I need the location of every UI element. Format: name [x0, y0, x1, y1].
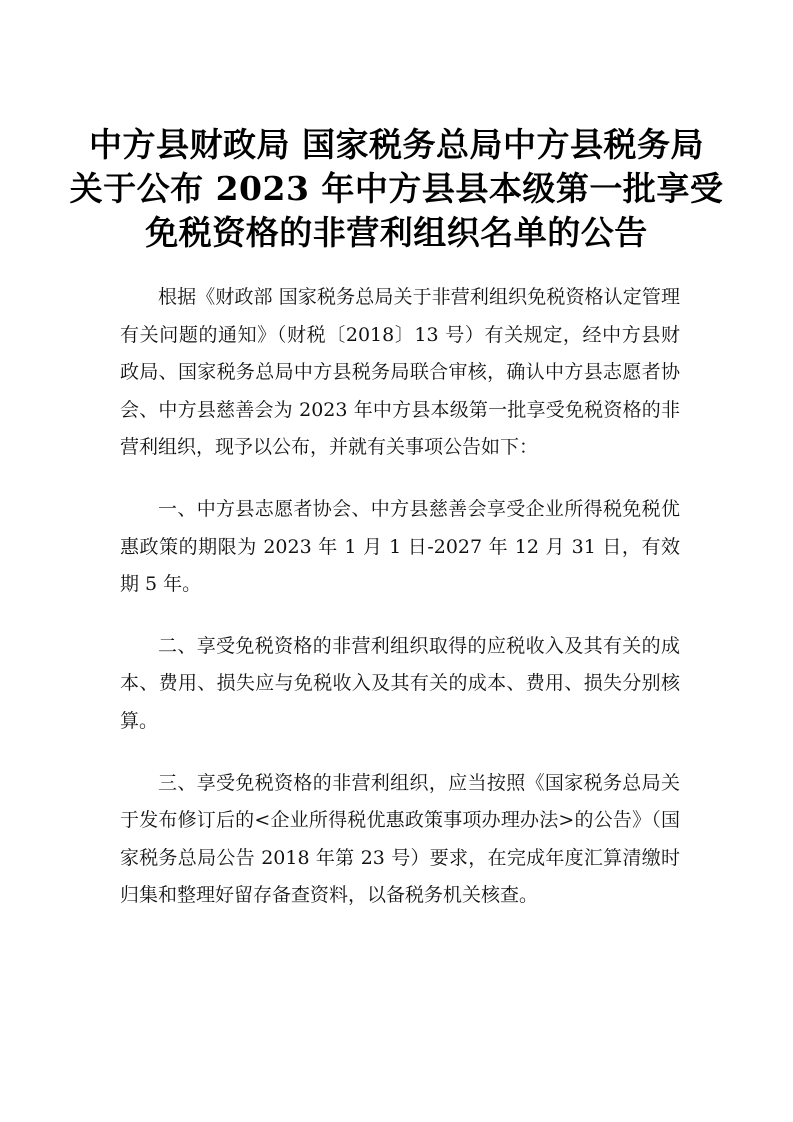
document-title — [0, 123, 793, 255]
item-3-paragraph: 三、享受免税资格的非营利组织，应当按照《国家税务总局关于发布修订后的<企业所得税优惠政策事项办理办法>的公告》（国家税务总局公告 2018 年第 23 号）要求，在完成年度汇算清缴时归集和整理好留存备查资料，以备税务机关核查。 — [120, 771, 680, 907]
title-line-1: 中方县财政局 国家税务总局中方县税务局 — [89, 125, 704, 164]
document-body — [120, 279, 680, 915]
title-line-3: 免税资格的非营利组织名单的公告 — [145, 213, 648, 252]
item-2-paragraph: 二、享受免税资格的非营利组织取得的应税收入及其有关的成本、费用、损失应与免税收入及其有关的成本、费用、损失分别核算。 — [120, 634, 680, 732]
title-line-2: 关于公布 2023 年中方县县本级第一批享受 — [69, 169, 724, 208]
intro-paragraph: 根据《财政部 国家税务总局关于非营利组织免税资格认定管理有关问题的通知》（财税〔2018〕13 号）有关规定，经中方县财政局、国家税务总局中方县税务局联合审核，确认中方县志愿者协会、中方县慈善会为 2023 年中方县本级第一批享受免税资格的非营利组织，现予以公布，并就有关事项公告如下： — [120, 286, 680, 459]
item-1-paragraph: 一、中方县志愿者协会、中方县慈善会享受企业所得税免税优惠政策的期限为 2023 年 1 月 1 日-2027 年 12 月 31 日，有效期 5 年。 — [120, 497, 680, 596]
